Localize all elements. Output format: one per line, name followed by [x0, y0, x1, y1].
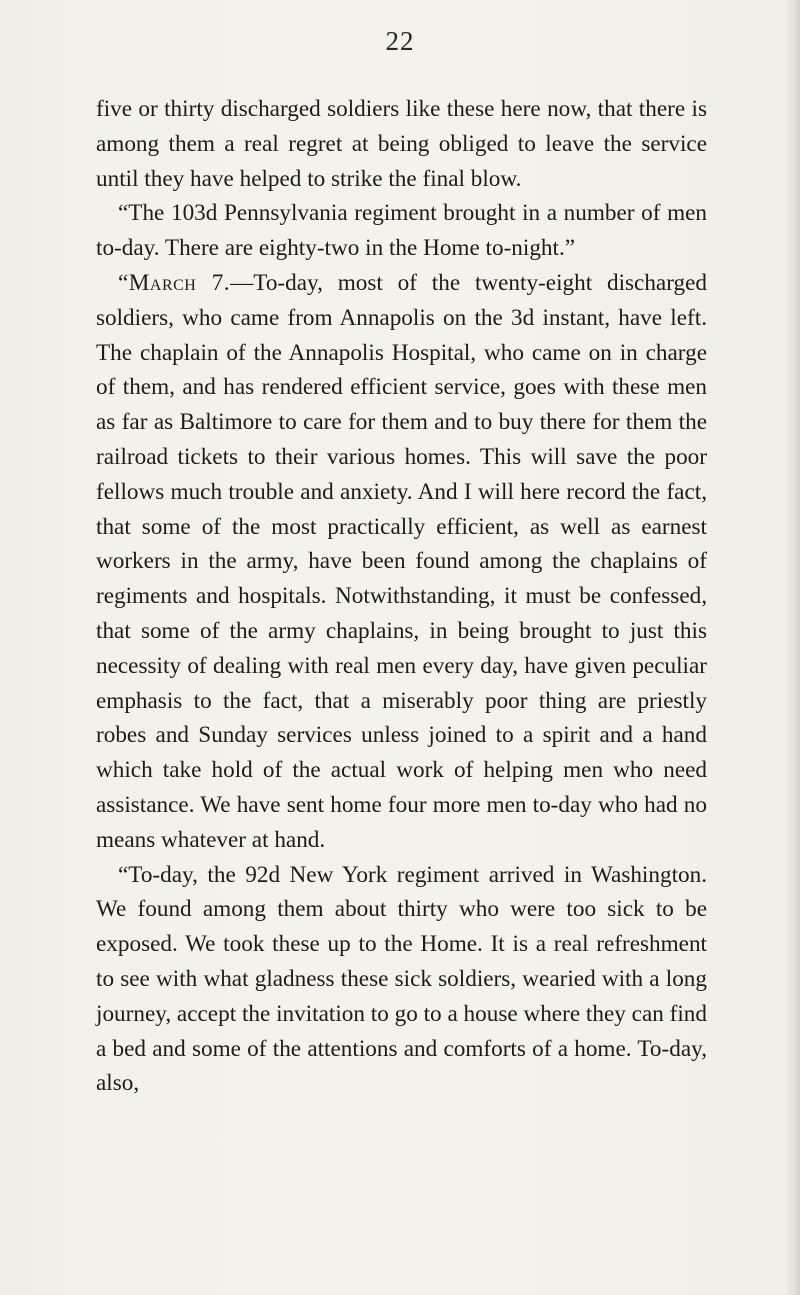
paragraph-3-text: —To-day, most of the twenty-eight discharged soldiers, who came from Annapolis on the 3d instant, have left. The chaplain of the Annapolis Hospital, who came on in charge of them, and has rendered efficient service, goes with these men as far as Baltimore to care for them and to buy there for them the railroad tickets to their various homes. This will save the poor fellows much trouble and anxiety. And I will here record the fact, that some of the most practically efficient, as well as earnest workers in the army, have been found among the chaplains of regiments and hospitals. Notwithstanding, it must be confessed, that some of the army chaplains, in being brought to just this necessity of dealing with real men every day, have given peculiar emphasis to the fact, that a miserably poor thing are priestly robes and Sunday services unless joined to a spirit and a hand which take hold of the actual work of helping men who need assistance. We have sent home four more men to-day who had no means whatever at hand.	[96, 269, 707, 853]
paragraph-2-text: “The 103d Pennsylvania regiment brought in a number of men to-day. There are eighty-two in the Home to-night.”	[96, 200, 707, 262]
paragraph-3	[96, 266, 707, 858]
paragraph-2	[96, 196, 707, 266]
paragraph-4-text: “To-day, the 92d New York regiment arrived in Washington. We found among them about thirty who were too sick to be exposed. We took these up to the Home. It is a real refreshment to see with what gladness these sick soldiers, wearied with a long journey, accept the invitation to go to a house where they can find a bed and some of the attentions and comforts of a home. To-day, also,	[96, 861, 707, 1097]
page-number: 22	[385, 26, 415, 56]
page-body-text	[96, 92, 707, 1101]
paragraph-4	[96, 858, 707, 1102]
page-edge-shadow	[786, 0, 800, 1295]
paragraph-3-date-lead: “March 7.	[118, 269, 231, 296]
paragraph-1-text: five or thirty discharged soldiers like these here now, that there is among them a real regret at being obliged to leave the service until they have helped to strike the final blow.	[96, 96, 707, 192]
paragraph-1	[96, 92, 707, 196]
